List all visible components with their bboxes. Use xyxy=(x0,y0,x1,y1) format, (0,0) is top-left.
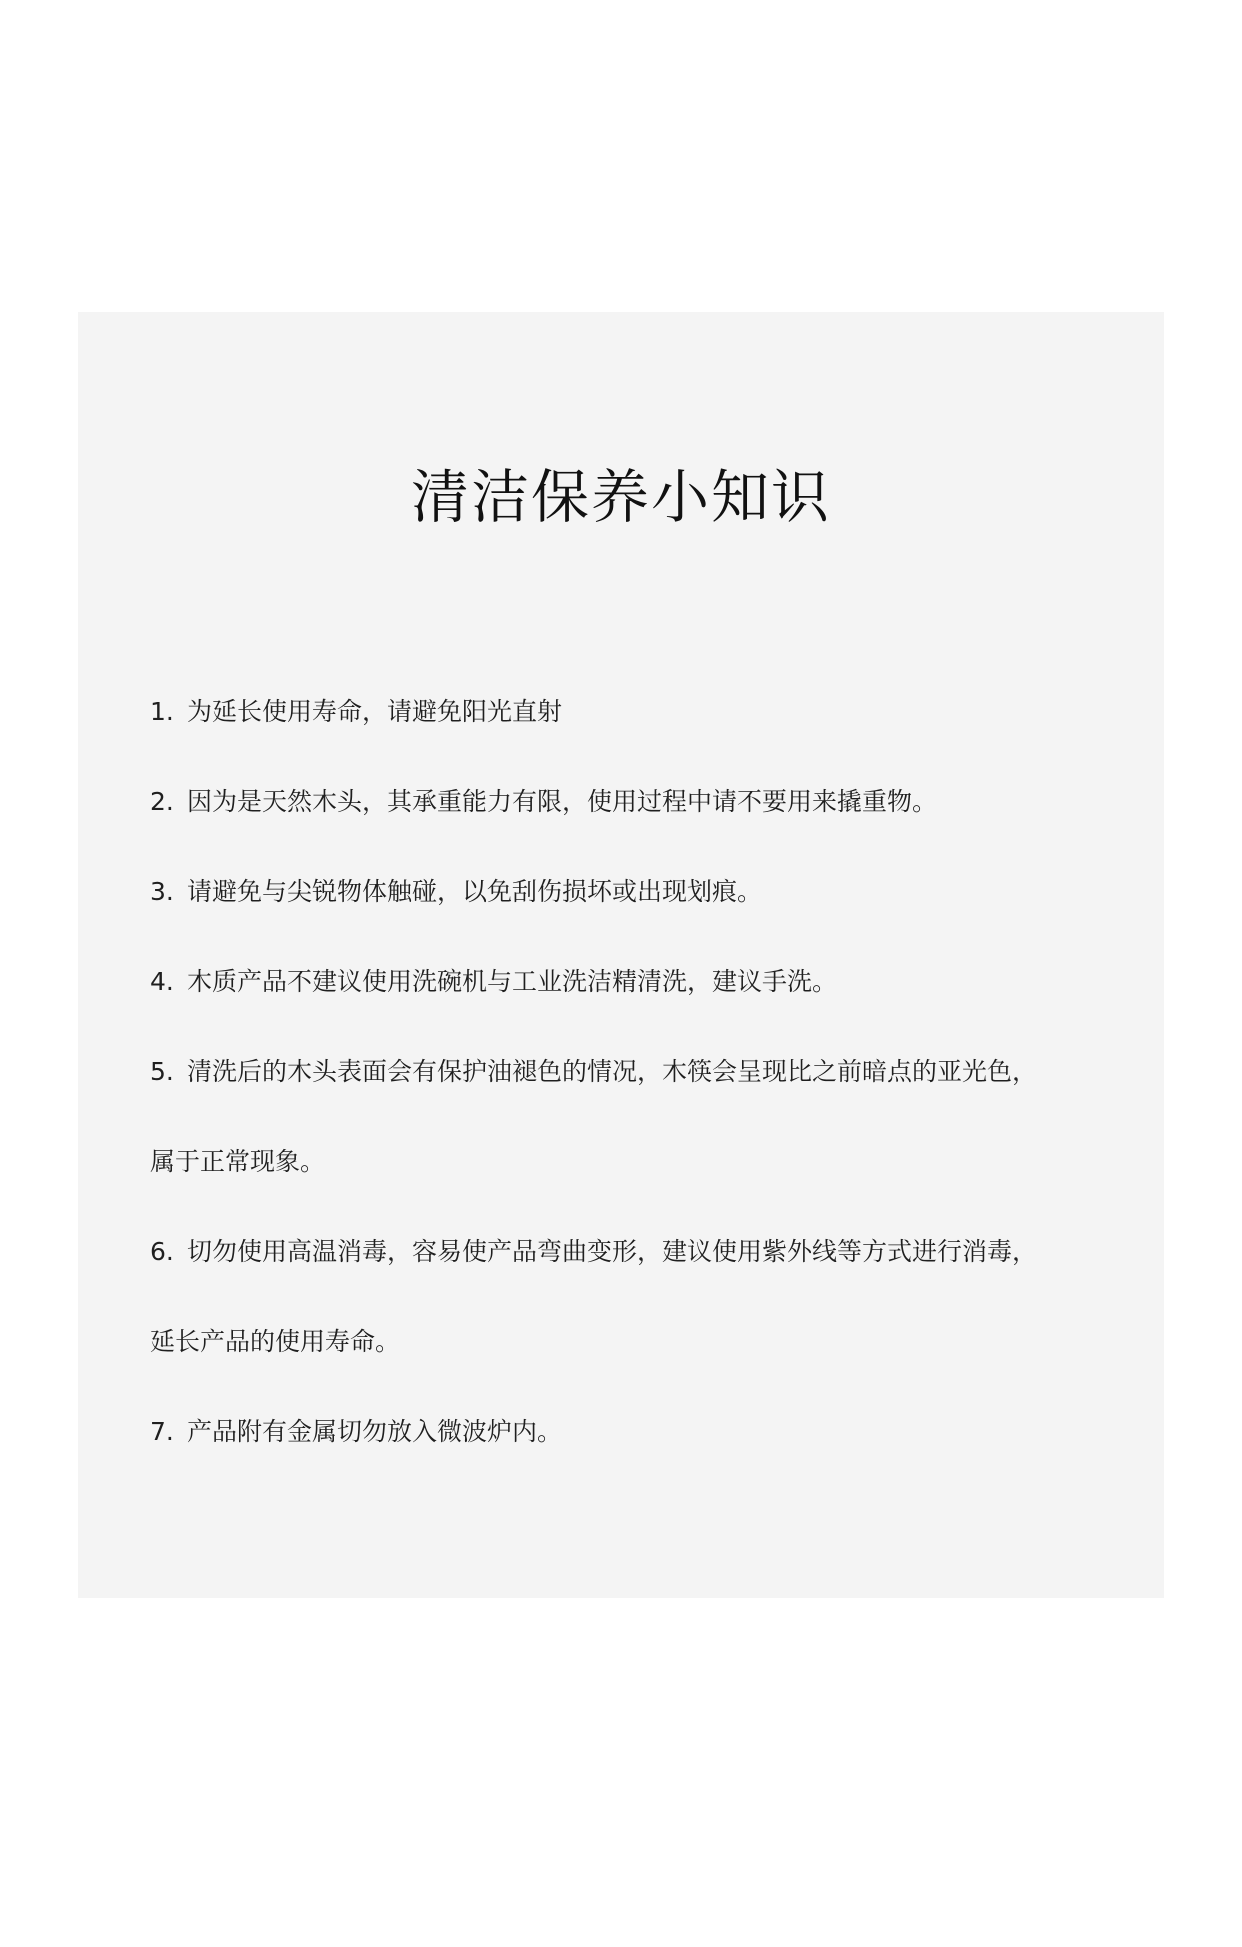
item-number: 5. xyxy=(150,1057,174,1086)
tips-list xyxy=(150,667,1140,1477)
list-item xyxy=(150,937,1140,1027)
list-item xyxy=(150,1387,1140,1477)
care-tips-card xyxy=(78,312,1164,1598)
list-item xyxy=(150,1207,1140,1297)
item-number: 1. xyxy=(150,697,174,726)
item-number: 4. xyxy=(150,967,174,996)
list-item xyxy=(150,847,1140,937)
item-text: 因为是天然木头，其承重能力有限，使用过程中请不要用来撬重物。 xyxy=(187,787,938,816)
item-number: 3. xyxy=(150,877,174,906)
item-text: 切勿使用高温消毒，容易使产品弯曲变形，建议使用紫外线等方式进行消毒， xyxy=(187,1237,1038,1266)
list-item-continuation xyxy=(150,1117,1140,1207)
item-text-continuation: 延长产品的使用寿命。 xyxy=(150,1327,401,1356)
list-item xyxy=(150,667,1140,757)
list-item-continuation xyxy=(150,1297,1140,1387)
item-text: 木质产品不建议使用洗碗机与工业洗洁精清洗，建议手洗。 xyxy=(187,967,838,996)
item-number: 2. xyxy=(150,787,174,816)
page-title: 清洁保养小知识 xyxy=(410,463,831,531)
item-text: 为延长使用寿命，请避免阳光直射 xyxy=(187,697,563,726)
item-number: 7. xyxy=(150,1417,174,1446)
list-item xyxy=(150,757,1140,847)
item-text: 请避免与尖锐物体触碰，以免刮伤损坏或出现划痕。 xyxy=(187,877,763,906)
item-text-continuation: 属于正常现象。 xyxy=(150,1147,326,1176)
item-number: 6. xyxy=(150,1237,174,1266)
item-text: 产品附有金属切勿放入微波炉内。 xyxy=(187,1417,563,1446)
list-item xyxy=(150,1027,1140,1117)
item-text: 清洗后的木头表面会有保护油褪色的情况，木筷会呈现比之前暗点的亚光色， xyxy=(187,1057,1038,1086)
